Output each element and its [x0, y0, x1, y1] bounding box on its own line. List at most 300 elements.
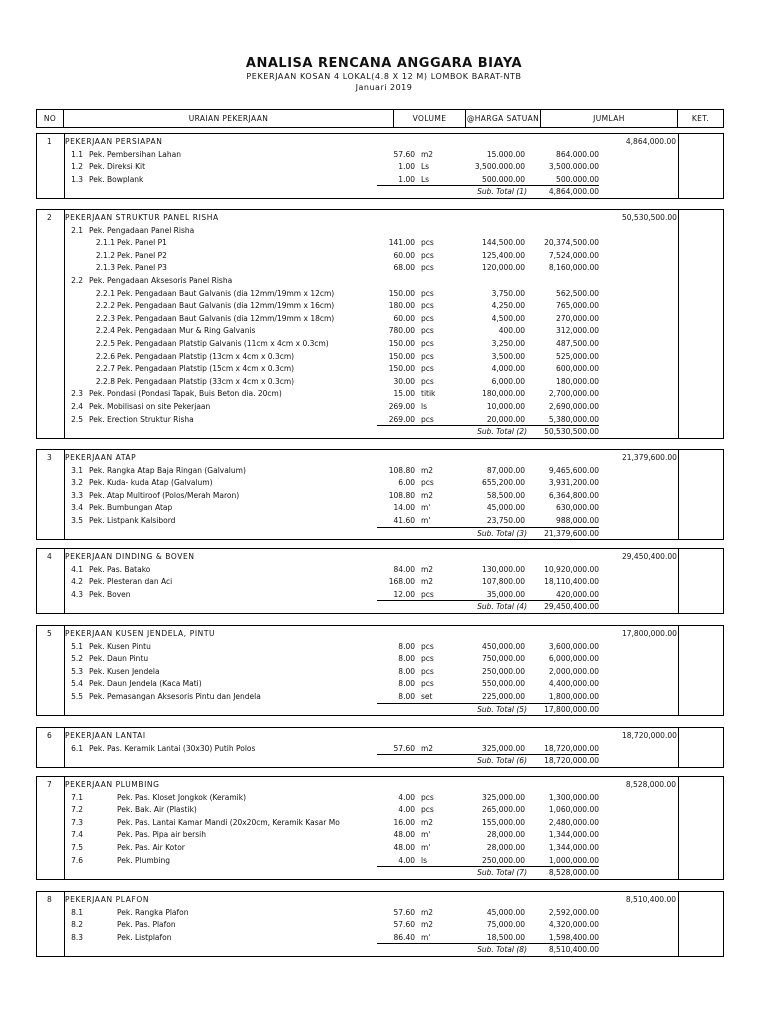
table-row — [37, 918, 725, 931]
section-4 — [36, 548, 724, 614]
section-label: PEKERJAAN KUSEN JENDELA, PINTU — [65, 629, 216, 638]
section-8 — [36, 891, 724, 957]
item-volume: 150.00 — [388, 288, 415, 298]
section-label: PEKERJAAN STRUKTUR PANEL RISHA — [65, 213, 219, 222]
item-index: 7.5 — [71, 843, 83, 852]
table-header — [36, 109, 724, 128]
document-date: Januari 2019 — [355, 83, 413, 92]
item-unit-price: 20,000.00 — [486, 414, 525, 424]
section-total: 8,510,400.00 — [625, 895, 676, 904]
table-row — [37, 677, 725, 690]
item-unit: Ls — [421, 162, 430, 172]
item-unit: m2 — [421, 465, 434, 475]
item-volume: 48.00 — [393, 843, 415, 852]
item-description: Pek. Bowplank — [89, 174, 144, 184]
item-unit: pcs — [421, 679, 434, 689]
subtotal-row — [37, 185, 725, 198]
item-description: Pek. Pondasi (Pondasi Tapak, Buis Beton dia. 20cm) — [89, 389, 282, 399]
item-index: 2.1.2 — [95, 250, 115, 260]
table-row — [37, 173, 725, 186]
item-amount: 500.000.00 — [556, 174, 599, 184]
item-index: 7.3 — [71, 817, 83, 827]
col-harga: @HARGA SATUAN — [466, 110, 541, 127]
item-volume: 1.00 — [398, 162, 415, 172]
item-amount: 3,500.000.00 — [548, 162, 599, 172]
col-no: NO — [37, 110, 64, 127]
section-number: 1 — [47, 137, 52, 146]
item-amount: 487,500.00 — [556, 339, 599, 348]
item-amount: 1,060,000.00 — [548, 805, 599, 815]
item-description: Pek. Erection Struktur Risha — [89, 414, 194, 424]
item-unit-price: 550,000.00 — [482, 679, 525, 689]
item-unit: pcs — [421, 351, 434, 361]
item-description: Pek. Pengadaan Platstip (13cm x 4cm x 0.3cm) — [117, 351, 295, 361]
item-unit: m' — [421, 932, 431, 942]
table-row — [37, 274, 725, 287]
item-volume: 168.00 — [388, 577, 415, 587]
item-unit: m' — [421, 843, 431, 852]
item-amount: 270,000.00 — [556, 313, 599, 323]
item-description: Pek. Pengadaan Aksesoris Panel Risha — [89, 276, 233, 285]
item-unit: pcs — [421, 805, 434, 815]
item-amount: 2,592,000.00 — [548, 907, 599, 917]
section-6 — [36, 727, 724, 768]
item-volume: 6.00 — [398, 478, 415, 488]
item-unit: pcs — [421, 339, 434, 348]
table-row — [37, 261, 725, 274]
item-amount: 1,300,000.00 — [548, 792, 599, 802]
item-volume: 57.60 — [393, 149, 415, 159]
item-volume: 57.60 — [393, 907, 415, 917]
section-header-row — [37, 778, 725, 791]
item-description: Pek. Panel P2 — [117, 250, 167, 260]
item-index: 1.1 — [71, 149, 83, 159]
item-unit-price: 18,500.00 — [486, 932, 525, 942]
subtotal-label: Sub. Total (3) — [477, 528, 527, 538]
section-3 — [36, 449, 724, 540]
subtotal-value: 17,800,000.00 — [544, 704, 599, 714]
item-amount: 1,344,000.00 — [548, 843, 599, 852]
col-volume: VOLUME — [394, 110, 466, 127]
subtotal-row — [37, 866, 725, 879]
item-unit-price: 500.000.00 — [482, 174, 525, 184]
item-amount: 180,000.00 — [556, 376, 599, 386]
table-row — [37, 350, 725, 363]
item-index: 2.3 — [71, 389, 83, 399]
item-unit-price: 10,000.00 — [486, 402, 525, 411]
item-index: 5.1 — [71, 641, 83, 651]
table-row — [37, 337, 725, 350]
item-unit-price: 125,400.00 — [482, 250, 525, 260]
item-description: Pek. Pengadaan Baut Galvanis (dia 12mm/19mm x 16cm) — [117, 301, 335, 311]
item-description: Pek. Rangka Atap Baja Ringan (Galvalum) — [89, 465, 246, 475]
item-unit: m2 — [421, 743, 434, 753]
item-unit-price: 155,000.00 — [482, 817, 525, 827]
item-index: 2.2.4 — [95, 326, 115, 336]
item-unit-price: 6,000.00 — [491, 376, 525, 386]
item-description: Pek. Mobilisasi on site Pekerjaan — [89, 402, 211, 411]
item-description: Pek. Pas. Keramik Lantai (30x30) Putih Polos — [89, 743, 256, 753]
item-amount: 2,480,000.00 — [548, 817, 599, 827]
section-header-row — [37, 550, 725, 563]
item-index: 7.4 — [71, 830, 83, 840]
item-unit-price: 250,000.00 — [482, 666, 525, 676]
item-amount: 864.000.00 — [556, 149, 599, 159]
item-description: Pek. Kusen Pintu — [89, 641, 151, 651]
item-description: Pek. Pas. Air Kotor — [117, 843, 185, 852]
item-unit: m' — [421, 516, 431, 525]
item-description: Pek. Kuda- kuda Atap (Galvalum) — [89, 478, 213, 488]
section-total: 18,720,000.00 — [622, 731, 677, 740]
item-volume: 108.80 — [388, 490, 415, 500]
item-unit: ls — [421, 402, 427, 411]
item-index: 2.2.6 — [95, 351, 115, 361]
item-index: 2.5 — [71, 414, 83, 424]
item-unit-price: 450,000.00 — [482, 641, 525, 651]
item-description: Pek. Pas. Kloset Jongkok (Keramik) — [117, 792, 247, 802]
item-description: Pek. Pengadaan Baut Galvanis (dia 12mm/19mm x 12cm) — [117, 288, 335, 298]
item-amount: 1,598,400.00 — [548, 932, 599, 942]
item-index: 1.3 — [71, 174, 83, 184]
item-amount: 1,800,000.00 — [548, 692, 599, 701]
table-row — [37, 828, 725, 841]
table-row — [37, 476, 725, 489]
item-unit-price: 87,000.00 — [486, 465, 525, 475]
section-number: 6 — [47, 731, 52, 740]
item-unit: pcs — [421, 478, 434, 488]
item-index: 3.1 — [71, 465, 83, 475]
item-volume: 4.00 — [398, 855, 415, 865]
item-index: 2.2.1 — [95, 288, 115, 298]
item-amount: 420,000.00 — [556, 589, 599, 599]
item-index: 4.3 — [71, 589, 83, 599]
table-row — [37, 665, 725, 678]
item-index: 7.2 — [71, 805, 83, 815]
item-description: Pek. Pas. Plafon — [117, 920, 176, 930]
item-unit-price: 250,000.00 — [482, 855, 525, 865]
table-row — [37, 249, 725, 262]
item-volume: 12.00 — [393, 589, 415, 599]
item-unit: Ls — [421, 174, 430, 184]
item-unit-price: 28,000.00 — [486, 843, 525, 852]
table-row — [37, 489, 725, 502]
section-1 — [36, 133, 724, 199]
item-unit: m2 — [421, 920, 434, 930]
item-unit: titik — [421, 389, 436, 399]
item-volume: 57.60 — [393, 920, 415, 930]
item-unit: m' — [421, 503, 431, 513]
item-index: 5.5 — [71, 692, 83, 701]
item-index: 7.1 — [71, 792, 83, 802]
item-index: 3.4 — [71, 503, 83, 513]
item-unit-price: 28,000.00 — [486, 830, 525, 840]
section-7 — [36, 776, 724, 880]
item-description: Pek. Pas. Lantai Kamar Mandi (20x20cm, Keramik Kasar Mo — [117, 817, 340, 827]
item-unit-price: 750,000.00 — [482, 654, 525, 664]
item-unit-price: 15.000.00 — [486, 149, 525, 159]
item-amount: 562,500.00 — [556, 288, 599, 298]
item-volume: 60.00 — [393, 313, 415, 323]
table-row — [37, 312, 725, 325]
section-label: PEKERJAAN LANTAI — [65, 731, 146, 740]
item-unit: m2 — [421, 817, 434, 827]
item-volume: 68.00 — [393, 263, 415, 273]
item-description: Pek. Daun Jendela (Kaca Mati) — [89, 679, 202, 689]
item-volume: 41.60 — [393, 516, 415, 525]
item-volume: 8.00 — [398, 666, 415, 676]
item-amount: 6,000,000.00 — [548, 654, 599, 664]
item-volume: 84.00 — [393, 564, 415, 574]
item-unit: pcs — [421, 792, 434, 802]
item-index: 5.3 — [71, 666, 83, 676]
item-amount: 5,380,000.00 — [548, 414, 599, 424]
subtotal-row — [37, 527, 725, 540]
item-amount: 18,720,000.00 — [544, 743, 599, 753]
table-row — [37, 362, 725, 375]
item-unit-price: 325,000.00 — [482, 792, 525, 802]
item-volume: 14.00 — [393, 503, 415, 513]
item-unit-price: 107,800.00 — [482, 577, 525, 587]
document-subtitle: PEKERJAAN KOSAN 4 LOKAL(4.8 X 12 M) LOMBOK BARAT-NTB — [246, 72, 522, 81]
item-index: 2.1 — [71, 225, 83, 235]
subtotal-label: Sub. Total (8) — [477, 945, 527, 955]
subtotal-value: 8,528,000.00 — [548, 868, 599, 878]
item-unit: pcs — [421, 641, 434, 651]
item-index: 8.2 — [71, 920, 83, 930]
section-total: 50,530,500.00 — [622, 213, 677, 222]
item-unit: pcs — [421, 263, 434, 273]
item-volume: 8.00 — [398, 679, 415, 689]
item-unit-price: 120,000.00 — [482, 263, 525, 273]
subtotal-value: 18,720,000.00 — [544, 756, 599, 766]
section-header-row — [37, 627, 725, 640]
table-row — [37, 690, 725, 703]
item-unit-price: 45,000.00 — [486, 907, 525, 917]
item-index: 3.3 — [71, 490, 83, 500]
item-unit-price: 225,000.00 — [482, 692, 525, 701]
table-row — [37, 299, 725, 312]
section-number: 8 — [47, 895, 52, 904]
item-amount: 3,931,200.00 — [548, 478, 599, 488]
item-volume: 15.00 — [393, 389, 415, 399]
item-volume: 150.00 — [388, 351, 415, 361]
item-amount: 600,000.00 — [556, 364, 599, 374]
item-unit-price: 3,500.00 — [491, 351, 525, 361]
table-row — [37, 148, 725, 161]
item-unit-price: 3,500.000.00 — [474, 162, 525, 172]
item-volume: 8.00 — [398, 641, 415, 651]
col-jumlah: JUMLAH — [541, 110, 678, 127]
section-number: 7 — [47, 780, 52, 789]
table-row — [37, 501, 725, 514]
table-row — [37, 413, 725, 426]
item-volume: 180.00 — [388, 301, 415, 311]
item-amount: 2,690,000.00 — [548, 402, 599, 411]
item-unit-price: 58,500.00 — [486, 490, 525, 500]
item-amount: 3,600,000.00 — [548, 641, 599, 651]
section-total: 29,450,400.00 — [622, 552, 677, 561]
section-header-row — [37, 211, 725, 224]
item-amount: 4,320,000.00 — [548, 920, 599, 930]
subtotal-row — [37, 425, 725, 438]
item-unit-price: 265,000.00 — [482, 805, 525, 815]
table-row — [37, 841, 725, 854]
item-amount: 4,400,000.00 — [548, 679, 599, 689]
section-total: 17,800,000.00 — [622, 629, 677, 638]
item-amount: 1,344,000.00 — [548, 830, 599, 840]
item-unit-price: 130,000.00 — [482, 564, 525, 574]
table-row — [37, 287, 725, 300]
item-volume: 150.00 — [388, 364, 415, 374]
table-row — [37, 791, 725, 804]
item-description: Pek. Pas. Pipa air bersih — [117, 830, 206, 840]
item-amount: 20,374,500.00 — [544, 238, 599, 248]
item-volume: 8.00 — [398, 692, 415, 701]
item-unit-price: 4,250.00 — [491, 301, 525, 311]
table-row — [37, 906, 725, 919]
item-description: Pek. Pas. Batako — [89, 564, 151, 574]
item-description: Pek. Atap Multiroof (Polos/Merah Maron) — [89, 490, 240, 500]
item-amount: 18,110,400.00 — [544, 577, 599, 587]
item-index: 1.2 — [71, 162, 83, 172]
table-row — [37, 400, 725, 413]
item-description: Pek. Pengadaan Panel Risha — [89, 225, 195, 235]
item-description: Pek. Pemasangan Aksesoris Pintu dan Jendela — [89, 692, 261, 701]
item-unit-price: 655,200.00 — [482, 478, 525, 488]
item-unit: pcs — [421, 654, 434, 664]
section-total: 8,528,000.00 — [625, 780, 676, 789]
item-amount: 7,524,000.00 — [548, 250, 599, 260]
item-amount: 765,000.00 — [556, 301, 599, 311]
table-row — [37, 563, 725, 576]
table-row — [37, 575, 725, 588]
item-unit: m2 — [421, 907, 434, 917]
table-row — [37, 236, 725, 249]
item-unit: pcs — [421, 326, 434, 336]
item-volume: 4.00 — [398, 805, 415, 815]
item-index: 3.2 — [71, 478, 83, 488]
subtotal-label: Sub. Total (4) — [477, 602, 527, 612]
subtotal-value: 29,450,400.00 — [544, 602, 599, 612]
subtotal-label: Sub. Total (6) — [477, 756, 527, 766]
item-unit: pcs — [421, 288, 434, 298]
item-unit: pcs — [421, 238, 434, 248]
item-amount: 988,000.00 — [556, 516, 599, 525]
item-unit: m2 — [421, 564, 434, 574]
section-total: 21,379,600.00 — [622, 453, 677, 462]
item-volume: 30.00 — [393, 376, 415, 386]
item-volume: 108.80 — [388, 465, 415, 475]
item-unit-price: 400.00 — [498, 326, 525, 336]
item-unit: pcs — [421, 250, 434, 260]
item-amount: 6,364,800.00 — [548, 490, 599, 500]
item-amount: 10,920,000.00 — [544, 564, 599, 574]
item-amount: 9,465,600.00 — [548, 465, 599, 475]
item-unit-price: 4,000.00 — [491, 364, 525, 374]
item-description: Pek. Pembersihan Lahan — [89, 149, 181, 159]
section-number: 3 — [47, 453, 52, 462]
item-unit: set — [421, 692, 433, 701]
section-header-row — [37, 451, 725, 464]
item-amount: 1,000,000.00 — [548, 855, 599, 865]
item-amount: 525,000.00 — [556, 351, 599, 361]
item-unit: pcs — [421, 666, 434, 676]
item-index: 3.5 — [71, 516, 83, 525]
table-row — [37, 931, 725, 944]
item-index: 2.2.2 — [95, 301, 115, 311]
item-unit-price: 144,500.00 — [482, 238, 525, 248]
item-index: 2.2.7 — [95, 364, 115, 374]
subtotal-value: 8,510,400.00 — [548, 945, 599, 955]
item-description: Pek. Pengadaan Platstip (15cm x 4cm x 0.3cm) — [117, 364, 295, 374]
item-amount: 2,000,000.00 — [548, 666, 599, 676]
item-unit: m2 — [421, 149, 434, 159]
table-row — [37, 160, 725, 173]
item-volume: 16.00 — [393, 817, 415, 827]
table-row — [37, 742, 725, 755]
item-volume: 4.00 — [398, 792, 415, 802]
item-description: Pek. Rangka Plafon — [117, 907, 189, 917]
item-unit: m' — [421, 830, 431, 840]
item-volume: 86.40 — [393, 932, 415, 942]
item-unit-price: 180,000.00 — [482, 389, 525, 399]
item-description: Pek. Boven — [89, 589, 131, 599]
item-index: 4.1 — [71, 564, 83, 574]
section-2 — [36, 209, 724, 439]
table-row — [37, 854, 725, 867]
section-label: PEKERJAAN PLAFON — [65, 895, 150, 904]
item-description: Pek. Plesteran dan Aci — [89, 577, 173, 587]
subtotal-row — [37, 703, 725, 716]
subtotal-label: Sub. Total (2) — [477, 427, 527, 437]
item-index: 7.6 — [71, 855, 83, 865]
item-volume: 48.00 — [393, 830, 415, 840]
item-index: 4.2 — [71, 577, 83, 587]
subtotal-value: 21,379,600.00 — [544, 528, 599, 538]
item-unit-price: 23,750.00 — [486, 516, 525, 525]
section-label: PEKERJAAN ATAP — [65, 453, 137, 462]
item-index: 2.2.8 — [95, 376, 115, 386]
subtotal-value: 50,530,500.00 — [544, 427, 599, 437]
item-volume: 269.00 — [388, 402, 415, 411]
table-row — [37, 514, 725, 527]
item-unit-price: 325,000.00 — [482, 743, 525, 753]
item-volume: 780.00 — [388, 326, 415, 336]
section-number: 2 — [47, 213, 52, 222]
item-description: Pek. Pengadaan Platstip (33cm x 4cm x 0.3cm) — [117, 376, 295, 386]
item-description: Pek. Listpank Kalsibord — [89, 516, 176, 525]
item-unit-price: 3,750.00 — [491, 288, 525, 298]
item-unit-price: 35,000.00 — [486, 589, 525, 599]
item-index: 8.3 — [71, 932, 83, 942]
item-volume: 141.00 — [388, 238, 415, 248]
item-index: 2.1.3 — [95, 263, 115, 273]
item-description: Pek. Pengadaan Baut Galvanis (dia 12mm/19mm x 18cm) — [117, 313, 335, 323]
item-description: Pek. Plumbing — [117, 855, 171, 865]
section-5 — [36, 625, 724, 716]
item-index: 2.2.5 — [95, 339, 115, 348]
item-description: Pek. Panel P1 — [117, 238, 167, 248]
item-index: 5.4 — [71, 679, 83, 689]
section-label: PEKERJAAN PLUMBING — [65, 780, 160, 789]
item-unit: pcs — [421, 376, 434, 386]
table-row — [37, 224, 725, 237]
subtotal-row — [37, 754, 725, 767]
item-unit: pcs — [421, 364, 434, 374]
table-row — [37, 375, 725, 388]
item-index: 2.2 — [71, 276, 83, 285]
table-row — [37, 464, 725, 477]
